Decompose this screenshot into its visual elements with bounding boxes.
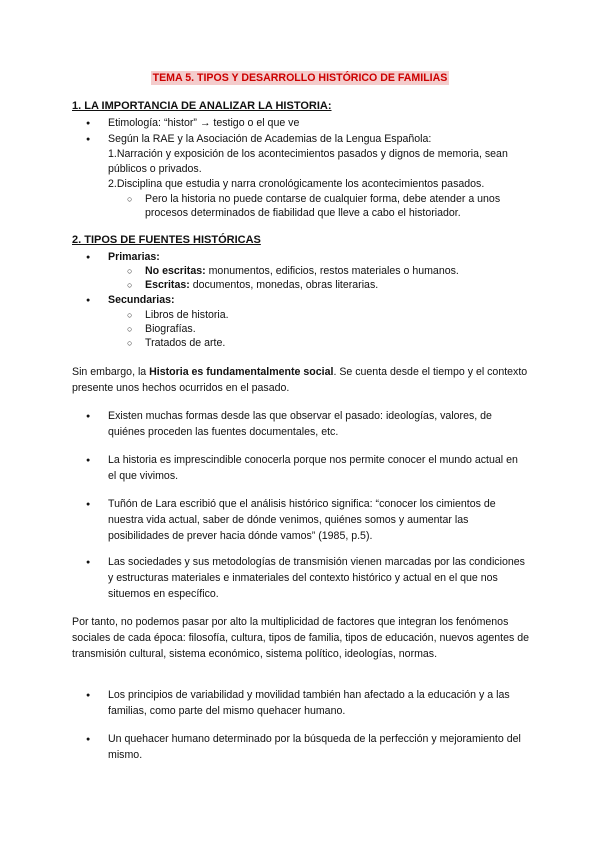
section-2-heading: 2. TIPOS DE FUENTES HISTÓRICAS [72, 234, 261, 246]
definition-1-line-1: 1.Narración y exposición de los acontecimientos pasados y dignos de memoria, sean [108, 148, 508, 160]
document-title [0, 72, 600, 84]
bullet-sociedades: ● Las sociedades y sus metodologías de transmisión vienen marcadas por las condiciones y estructuras materiales e inmateriales del contexto histórico y actual en el que nos situemos en específico. [108, 554, 528, 602]
bullet-secundarias: ● Secundarias: [108, 293, 175, 307]
bullet-rae: ● Según la RAE y la Asociación de Academias de la Lengua Española: [108, 132, 431, 146]
paragraph-multiplicidad: Por tanto, no podemos pasar por alto la multiplicidad de factores que integran los fenómenos sociales de cada época: filosofía, cultura, tipos de familia, tipos de educación, nuevos agentes de transmisión cultural, sistema económico, sistema político, ideologías, normas. [72, 616, 529, 660]
paragraph-1-bold: Historia es fundamentalmente social [149, 366, 334, 378]
bullet-primarias: ● Primarias: [108, 250, 160, 264]
paragraph-1-post: . Se cuenta desde el tiempo y el contexto presente unos hechos ocurridos en el pasado. [72, 366, 528, 394]
bullet-tunon-de-lara: ● Tuñón de Lara escribió que el análisis histórico significa: “conocer los cimientos de nuestra vida actual, saber de dónde venimos, quiénes somos y aumentar las posibilidades de prever hacia dónde vamos” (1985, p.5). [108, 496, 528, 544]
sub-bullet-no-escritas [145, 264, 459, 278]
no-escritas-text: monumentos, edificios, restos materiales o humanos. [205, 265, 459, 277]
sub-bullet-tratados: ○ Tratados de arte. [145, 336, 225, 350]
bullet-etimologia: ● Etimología: “histor” → testigo o el que ve [108, 116, 299, 130]
paragraph-1-pre: Sin embargo, la [72, 366, 150, 378]
definition-2: 2.Disciplina que estudia y narra cronológicamente los acontecimientos pasados. [108, 178, 485, 190]
sub-bullet-historia-line-2: procesos determinados de fiabilidad que lleve a cabo el historiador. [145, 207, 461, 219]
section-1-heading: 1. LA IMPORTANCIA DE ANALIZAR LA HISTORIA: [72, 100, 332, 112]
no-escritas-label: No escritas: [145, 265, 206, 277]
bullet-imprescindible: ● La historia es imprescindible conocerla porque nos permite conocer el mundo actual en el que vivimos. [108, 452, 528, 484]
bullet-formas-observar: ● Existen muchas formas desde las que observar el pasado: ideologías, valores, de quiénes proceden las fuentes documentales, etc. [108, 408, 528, 440]
escritas-text: documentos, monedas, obras literarias. [189, 279, 379, 291]
document-title-text: TEMA 5. TIPOS Y DESARROLLO HISTÓRICO DE FAMILIAS [152, 72, 448, 84]
sub-bullet-libros: ○ Libros de historia. [145, 308, 229, 322]
paragraph-historia-social [72, 364, 532, 396]
bullet-variabilidad: ● Los principios de variabilidad y movilidad también han afectado a la educación y a las familias, como parte del mismo quehacer humano. [108, 687, 528, 719]
sub-bullet-biografias: ○ Biografías. [145, 322, 196, 336]
escritas-label: Escritas: [145, 279, 190, 291]
definition-1-line-2: públicos o privados. [108, 163, 202, 175]
sub-bullet-historia-line-1: ○ Pero la historia no puede contarse de cualquier forma, debe atender a unos [145, 192, 500, 206]
bullet-quehacer-humano: ● Un quehacer humano determinado por la búsqueda de la perfección y mejoramiento del mismo. [108, 731, 528, 763]
sub-bullet-escritas [145, 278, 378, 292]
